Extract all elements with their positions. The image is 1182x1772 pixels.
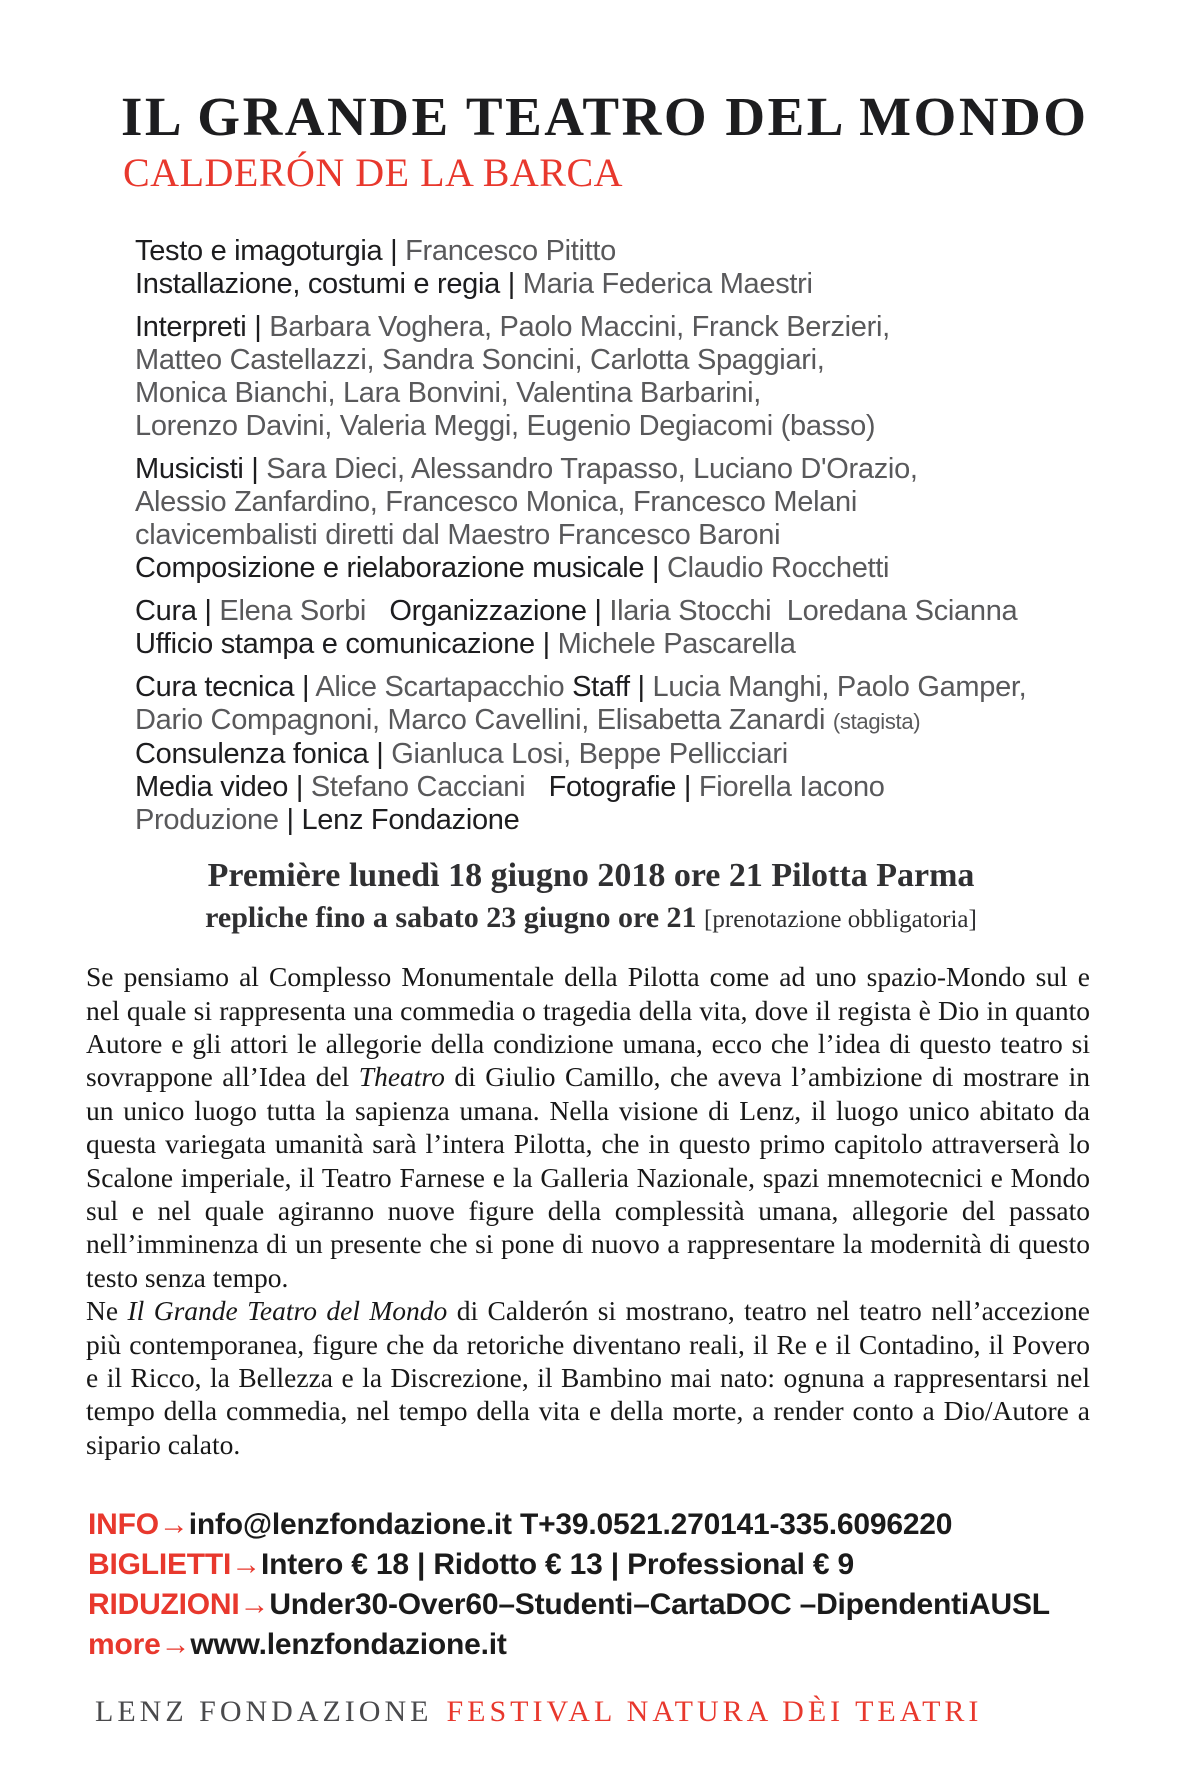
credit-text [366,595,389,627]
credit-line [135,311,1182,344]
credit-text: | [382,234,406,267]
credit-text: Gianluca Losi, Beppe Pellicciari [391,737,788,770]
credit-text: | [644,551,668,584]
info-label: INFO [88,1508,159,1542]
info-line [88,1625,1182,1665]
credit-group [135,311,1182,443]
credit-text: Alessio Zanfardino, Francesco Monica, Francesco Melani [135,485,858,518]
paragraph-text: Ne [86,1295,128,1327]
credit-text: | [499,267,523,300]
paragraph [86,1294,1090,1461]
credit-text: | [196,594,220,627]
credit-text: Matteo Castellazzi, Sandra Soncini, Carlotta Spaggiari, [135,343,825,376]
credit-text: | [534,627,558,660]
arrow-icon: → [239,1588,270,1622]
paragraph-text: Se pensiamo al Complesso Monumentale della Pilotta come ad uno spazio-Mondo sul e nel quale si rappresenta una commedia o tragedia della vita, dove il regista è Dio in quanto Autore e gli attori le allegorie della condizione umana, ecco che l’idea di questo teatro si sovrappone all’Idea del [86,961,1090,1093]
arrow-icon: → [160,1628,191,1662]
credit-text: | [676,770,699,803]
credit-text: Dario Compagnoni, Marco Cavellini, Elisabetta Zanardi [135,703,833,736]
credit-text: Michele Pascarella [557,627,796,660]
credit-line [135,344,1182,377]
credit-text: | [278,803,302,836]
credit-text: Composizione e rielaborazione musicale [135,551,645,584]
credit-text: Testo e imagoturgia [135,234,383,267]
repliche-text: repliche fino a sabato 23 giugno ore 21 [205,901,705,935]
credit-line [135,671,1182,704]
footer-org: LENZ FONDAZIONE [95,1695,433,1729]
credit-text: Monica Bianchi, Lara Bonvini, Valentina Barbarini, [135,376,762,409]
credit-line [135,804,1182,837]
credit-text: Cura [135,594,197,627]
credit-text: Lenz Fondazione [301,803,520,836]
credit-line [135,595,1182,628]
credit-line [135,377,1182,410]
credit-text: | [243,452,267,485]
credit-line [135,453,1182,486]
info-line [88,1585,1182,1625]
credit-text: Musicisti [135,452,244,485]
info-label: RIDUZIONI [88,1588,240,1622]
credit-text: Installazione, costumi e regia [135,267,500,300]
credit-group [135,453,1182,585]
paragraph-text: Il Grande Teatro del Mondo [127,1295,448,1327]
credit-text: Francesco Pititto [405,234,617,267]
credit-text: Stefano Cacciani [310,770,526,803]
credit-text: Claudio Rocchetti [667,551,890,584]
credit-line [135,628,1182,661]
info-block [88,1505,1182,1665]
page-title: IL GRANDE TEATRO DEL MONDO [121,86,1089,147]
premiere-block [86,857,1096,934]
credit-text: Consulenza fonica [135,737,369,770]
credit-line [135,410,1182,443]
credit-text: Interpreti [135,310,247,343]
credit-text: Maria Federica Maestri [522,267,813,300]
credit-text: | [368,737,392,770]
credits [135,235,1182,837]
credit-text: Ilaria Stocchi Loredana Scianna [609,594,1018,627]
info-label: BIGLIETTI [88,1548,232,1582]
info-value: Under30-Over60–Studenti–CartaDOC –DipendentiAUSL [269,1588,1050,1622]
credit-text: Ufficio stampa e comunicazione [135,627,535,660]
info-line [88,1505,1182,1545]
credit-text: | [294,670,316,703]
credit-line [135,486,1182,519]
credit-text [525,771,548,803]
paragraph-text: di Giulio Camillo, che aveva l’ambizione di mostrare in un unico luogo tutta la sapienza umana. Nella visione di Lenz, il luogo unico abitato da questa variegata umanità sarà l’intera Pilotta, che in questo primo capitolo attraverserà lo Scalone imperiale, il Teatro Farnese e la Galleria Nazionale, spazi mnemotecnici e Mondo sul e nel quale agiranno nuove figure della complessità umana, allegorie del passato nell’imminenza di un presente che si pone di nuovo a rappresentare la modernità di questo testo senza tempo. [86,1061,1090,1293]
credit-text: | [586,594,610,627]
credit-text: Organizzazione [389,594,587,627]
credit-text: | [288,770,311,803]
arrow-icon: → [158,1508,189,1542]
credit-line [135,519,1182,552]
footer-festival: FESTIVAL NATURA DÈI TEATRI [446,1695,983,1729]
info-value: Intero € 18 | Ridotto € 13 | Professional € 9 [261,1548,854,1582]
credit-text: Cura tecnica [135,670,295,703]
info-label: more [88,1628,161,1662]
paragraph [86,960,1090,1294]
credit-text: Sara Dieci, Alessandro Trapasso, Luciano D'Orazio, [266,452,918,485]
booking-note: [prenotazione obbligatoria] [704,906,977,934]
credit-text: Produzione [135,803,279,836]
credit-text: Barbara Voghera, Paolo Maccini, Franck Berzieri, [269,310,890,343]
credit-text: | [629,670,653,703]
credit-line [135,771,1182,804]
credit-group [135,671,1182,837]
credit-line [135,235,1182,268]
credit-text: Staff [572,670,630,703]
credit-line [135,552,1182,585]
credit-text: Lucia Manghi, Paolo Gamper, [652,670,1027,703]
credit-text: (stagista) [832,708,921,734]
credit-group [135,235,1182,301]
credit-text: Fotografie [548,770,677,803]
info-value: www.lenzfondazione.it [190,1628,507,1662]
credit-line [135,704,1182,738]
description [86,960,1090,1461]
info-line [88,1545,1182,1585]
info-value: info@lenzfondazione.it T+39.0521.270141-335.6096220 [188,1508,953,1542]
credit-text: Lorenzo Davini, Valeria Meggi, Eugenio Degiacomi (basso) [135,409,876,442]
credit-text: | [246,310,270,343]
credit-text: Fiorella Iacono [698,770,885,803]
credit-text: Elena Sorbi [219,594,367,627]
credit-text: Media video [135,770,289,803]
arrow-icon: → [231,1548,262,1582]
footer [95,1695,1182,1729]
premiere-line: Première lunedì 18 giugno 2018 ore 21 Pilotta Parma [207,856,975,894]
credit-text: clavicembalisti diretti dal Maestro Francesco Baroni [135,518,781,551]
paragraph-text: Theatro [358,1061,445,1093]
repliche-line [86,901,1096,934]
credit-text: Alice Scartapacchio [315,670,573,703]
credit-group [135,595,1182,661]
author-name: CALDERÓN DE LA BARCA [123,149,624,195]
credit-line [135,268,1182,301]
credit-line [135,738,1182,771]
paragraph-text: di Calderón si mostrano, teatro nel teatro nell’accezione più contemporanea, figure che da retoriche diventano reali, il Re e il Contadino, il Povero e il Ricco, la Bellezza e la Discrezione, il Bambino mai nato: ognuna a rappresentarsi nel tempo della commedia, nel tempo della vita e della morte, a render conto a Dio/Autore a sipario calato. [86,1295,1090,1460]
